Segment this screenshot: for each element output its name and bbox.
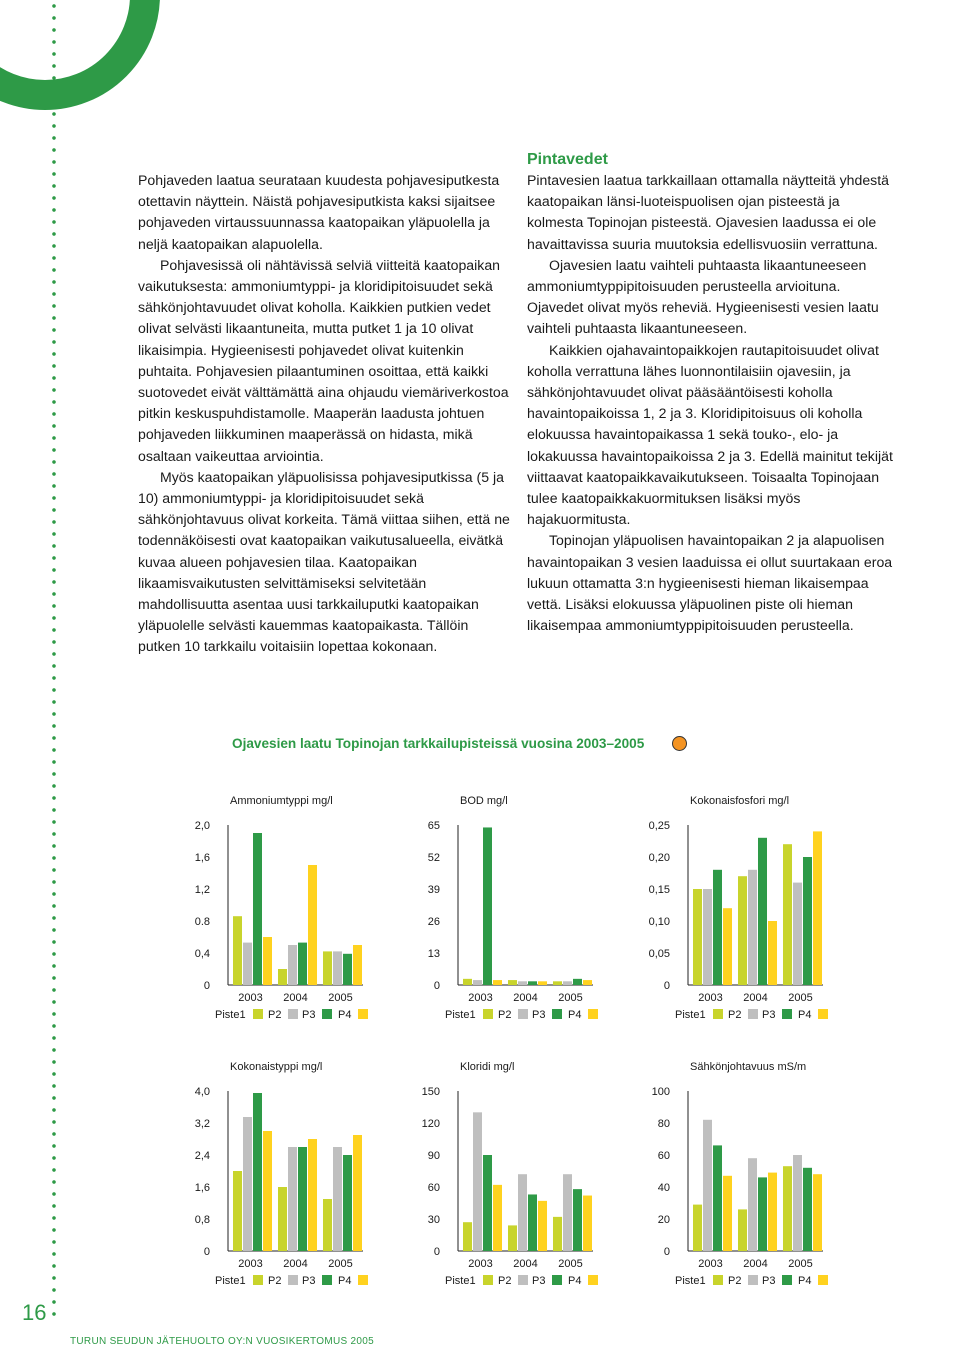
bar-piste1-2003	[233, 1171, 242, 1251]
x-tick-label: 2005	[788, 992, 813, 1004]
bar-p2-2005	[793, 883, 802, 985]
chart-svg	[410, 1056, 640, 1287]
legend-label: P4	[798, 1275, 812, 1287]
bar-p3-2003	[253, 833, 262, 985]
legend-label: P3	[532, 1009, 546, 1021]
y-tick-label: 0,4	[194, 948, 210, 960]
legend-label: P2	[498, 1275, 512, 1287]
x-tick-label: 2003	[698, 1258, 723, 1270]
legend-label: Piste1	[215, 1009, 246, 1021]
bar-p4-2003	[493, 980, 502, 985]
bar-p4-2003	[263, 937, 272, 985]
y-tick-label: 0	[663, 980, 670, 992]
y-tick-label: 3,2	[194, 1118, 210, 1130]
y-tick-label: 0,20	[648, 852, 670, 864]
bar-p3-2005	[573, 1189, 582, 1251]
legend-label: Piste1	[675, 1275, 706, 1287]
bar-piste1-2003	[463, 979, 472, 985]
bar-piste1-2004	[738, 1209, 747, 1251]
bar-p4-2005	[813, 1174, 822, 1251]
legend-label: P4	[568, 1275, 582, 1287]
bar-piste1-2003	[693, 889, 702, 985]
chart-svg	[640, 790, 870, 1021]
figure-caption: Ojavesien laatu Topinojan tarkkailupisteissä vuosina 2003–2005	[232, 736, 645, 751]
legend-swatch-p4	[818, 1275, 828, 1285]
y-tick-label: 0,8	[194, 1214, 210, 1226]
y-tick-label: 1,6	[194, 852, 210, 864]
bar-piste1-2003	[693, 1205, 702, 1251]
legend-label: Piste1	[445, 1009, 476, 1021]
bar-p2-2005	[333, 1147, 342, 1251]
y-tick-label: 20	[657, 1214, 670, 1226]
x-tick-label: 2004	[513, 1258, 538, 1270]
y-tick-label: 90	[427, 1150, 440, 1162]
bar-p2-2005	[563, 981, 572, 985]
legend-swatch-p4	[358, 1009, 368, 1019]
legend-swatch-piste1	[713, 1275, 723, 1285]
y-tick-label: 40	[657, 1182, 670, 1194]
legend-label: P3	[532, 1275, 546, 1287]
y-tick-label: 0	[433, 980, 440, 992]
bar-p4-2005	[353, 945, 362, 985]
bar-p3-2005	[573, 979, 582, 985]
chart-title: Sähkönjohtavuus mS/m	[690, 1061, 807, 1073]
page-number: 16	[22, 1300, 47, 1325]
chart-sahkonjohtavuus	[640, 1056, 870, 1287]
bar-p4-2003	[263, 1131, 272, 1251]
bar-piste1-2005	[323, 1199, 332, 1251]
left-text-column	[138, 170, 510, 658]
x-tick-label: 2004	[283, 1258, 308, 1270]
legend-swatch-p2	[288, 1275, 298, 1285]
y-tick-label: 4,0	[194, 1086, 210, 1098]
chart-title: Ammoniumtyppi mg/l	[230, 795, 333, 807]
bar-p2-2003	[703, 889, 712, 985]
bar-p3-2004	[528, 981, 537, 985]
legend-label: P2	[728, 1275, 742, 1287]
bar-p3-2004	[758, 838, 767, 985]
paragraph: Pohjavesissä oli nähtävissä selviä viitteitä kaatopaikan vaikutuksesta: ammoniumtyppi- ja kloridipitoisuudet sekä sähkönjohtavuudet olivat koholla. Kaikkien putkien vedet olivat selvästi likaantuneita, mutta putket 1 ja 10 olivat likaisimpia. Hygieenisesti pohjavedet olivat kuitenkin puhtaita. Pohjavesien pilaantuminen osoittaa, että kaikki suotovedet eivät välttämättä aina ohjaudu viemäriverkostoa pitkin keskuspuhdistamolle. Maaperän laadusta johtuen pohjaveden liikkuminen maaperässä on hidasta, mikä osaltaan vaikeuttaa arviointia.	[138, 256, 509, 464]
bar-p3-2005	[343, 1155, 352, 1251]
bar-p2-2005	[793, 1155, 802, 1251]
bar-p4-2005	[583, 1196, 592, 1251]
legend-label: P3	[762, 1009, 776, 1021]
y-tick-label: 100	[651, 1086, 670, 1098]
bar-p3-2005	[803, 857, 812, 985]
y-tick-label: 1,6	[194, 1182, 210, 1194]
chart-title: Kokonaistyppi mg/l	[230, 1061, 323, 1073]
bar-p4-2005	[353, 1135, 362, 1251]
x-tick-label: 2004	[743, 1258, 768, 1270]
y-tick-label: 52	[427, 852, 440, 864]
bar-p4-2003	[723, 908, 732, 985]
y-tick-label: 0.8	[194, 916, 210, 928]
legend-swatch-p4	[358, 1275, 368, 1285]
y-tick-label: 0,25	[648, 820, 670, 832]
y-tick-label: 120	[421, 1118, 440, 1130]
legend-label: P3	[302, 1009, 316, 1021]
bar-p2-2005	[333, 951, 342, 985]
chart-kokonaistyppi	[180, 1056, 410, 1287]
bar-p4-2004	[538, 1201, 547, 1251]
bar-p4-2004	[768, 1173, 777, 1251]
x-tick-label: 2004	[743, 992, 768, 1004]
bar-piste1-2005	[553, 1217, 562, 1251]
bar-p3-2003	[483, 1155, 492, 1251]
bar-p3-2003	[253, 1093, 262, 1251]
bar-p3-2004	[758, 1177, 767, 1251]
bar-p4-2004	[308, 1139, 317, 1251]
legend-swatch-piste1	[713, 1009, 723, 1019]
bar-piste1-2005	[553, 981, 562, 985]
chart-svg	[180, 790, 410, 1021]
legend-label: P2	[268, 1009, 282, 1021]
bar-piste1-2005	[783, 844, 792, 985]
right-text-column	[527, 150, 899, 636]
legend-label: P4	[338, 1009, 352, 1021]
bar-p2-2004	[288, 945, 297, 985]
bar-p3-2003	[713, 870, 722, 985]
legend-swatch-p3	[552, 1009, 562, 1019]
paragraph: Kaikkien ojahavaintopaikkojen rautapitoisuudet olivat koholla verrattuna lähes luonnontilaisiin ojavesiin, ja sähkönjohtavuudet olivat pääsääntöisesti koholla havaintopaikoissa 1, 2 ja 3. Kloridipitoisuus oli koholla elokuussa havaintopaikassa 1 sekä touko-, elo- ja lokakuussa havaintopaikoissa 2 ja 3. Edellä mainitut tekijät viittaavat kaatopaikkavaikutukseen. Toisaalta Topinojaan tulee kaatopaikkakuormituksen lisäksi myös hajakuormitusta.	[527, 341, 893, 528]
legend-label: P3	[302, 1275, 316, 1287]
y-tick-label: 0,10	[648, 916, 670, 928]
bar-p3-2004	[298, 943, 307, 985]
legend-swatch-p3	[552, 1275, 562, 1285]
bar-p2-2003	[473, 980, 482, 985]
y-tick-label: 2,4	[194, 1150, 210, 1162]
legend-label: P2	[498, 1009, 512, 1021]
orange-dot-icon	[672, 736, 687, 751]
chart-svg	[410, 790, 640, 1021]
legend-swatch-piste1	[253, 1009, 263, 1019]
y-tick-label: 13	[427, 948, 440, 960]
y-tick-label: 0	[663, 1246, 670, 1258]
bar-p2-2004	[518, 981, 527, 985]
chart-title: BOD mg/l	[460, 795, 508, 807]
bar-piste1-2005	[323, 951, 332, 985]
y-tick-label: 0	[203, 1246, 210, 1258]
y-tick-label: 0	[433, 1246, 440, 1258]
legend-swatch-p4	[588, 1275, 598, 1285]
bar-piste1-2003	[233, 916, 242, 985]
bar-piste1-2005	[783, 1166, 792, 1251]
legend-label: Piste1	[675, 1009, 706, 1021]
y-tick-label: 39	[427, 884, 440, 896]
x-tick-label: 2004	[283, 992, 308, 1004]
legend-swatch-p2	[518, 1275, 528, 1285]
bar-p2-2004	[748, 1158, 757, 1251]
bar-p3-2003	[713, 1145, 722, 1251]
y-tick-label: 26	[427, 916, 440, 928]
bar-piste1-2004	[508, 1225, 517, 1251]
bar-p3-2003	[483, 827, 492, 985]
y-tick-label: 1,2	[194, 884, 210, 896]
legend-swatch-p2	[748, 1275, 758, 1285]
bar-p3-2004	[528, 1194, 537, 1251]
bar-p4-2005	[813, 831, 822, 985]
legend-label: P2	[728, 1009, 742, 1021]
legend-swatch-p3	[782, 1009, 792, 1019]
legend-label: Piste1	[445, 1275, 476, 1287]
bar-p3-2005	[803, 1168, 812, 1251]
x-tick-label: 2004	[513, 992, 538, 1004]
chart-kloridi	[410, 1056, 640, 1287]
y-tick-label: 0,15	[648, 884, 670, 896]
paragraph: Topinojan yläpuolisen havaintopaikan 2 ja alapuolisen havaintopaikan 3 vesien laaduissa ei ollut suurtakaan eroa lukuun ottamatta 3:n hygieenisesti hieman likaisempaa vettä. Lisäksi elokuussa yläpuolinen piste oli hieman likaisempaa ammoniumtyppipitoisuuden perusteella.	[527, 532, 893, 634]
chart-title: Kokonaisfosfori mg/l	[690, 795, 790, 807]
chart-bod	[410, 790, 640, 1021]
bar-p4-2003	[493, 1185, 502, 1251]
footer-text: TURUN SEUDUN JÄTEHUOLTO OY:N VUOSIKERTOMUS 2005	[70, 1336, 374, 1347]
y-tick-label: 0,05	[648, 948, 670, 960]
section-title: Pintavedet	[527, 151, 608, 168]
y-tick-label: 150	[421, 1086, 440, 1098]
bar-piste1-2004	[278, 1187, 287, 1251]
bar-p2-2005	[563, 1174, 572, 1251]
x-tick-label: 2005	[558, 1258, 583, 1270]
legend-swatch-piste1	[483, 1275, 493, 1285]
bar-piste1-2004	[738, 876, 747, 985]
x-tick-label: 2005	[558, 992, 583, 1004]
bar-p4-2004	[768, 921, 777, 985]
legend-label: P4	[798, 1009, 812, 1021]
x-tick-label: 2003	[468, 992, 493, 1004]
legend-swatch-piste1	[253, 1275, 263, 1285]
bar-p2-2003	[243, 1117, 252, 1251]
chart-title: Kloridi mg/l	[460, 1061, 515, 1073]
dotted-margin-line	[52, 0, 56, 1320]
bar-p3-2004	[298, 1147, 307, 1251]
legend-label: Piste1	[215, 1275, 246, 1287]
legend-swatch-p2	[748, 1009, 758, 1019]
paragraph: Pohjaveden laatua seurataan kuudesta pohjavesiputkesta otettavin näyttein. Näistä pohjavesiputkista kaksi sijaitsee pohjaveden virtaussuunnassa kaatopaikan yläpuolella ja neljä kaatopaikan alapuolella.	[138, 172, 500, 252]
chart-svg	[180, 1056, 410, 1287]
legend-swatch-p3	[322, 1275, 332, 1285]
x-tick-label: 2003	[238, 992, 263, 1004]
bar-p2-2004	[518, 1174, 527, 1251]
bar-p2-2004	[288, 1147, 297, 1251]
legend-swatch-p2	[518, 1009, 528, 1019]
bar-p2-2003	[243, 943, 252, 985]
bar-p4-2003	[723, 1176, 732, 1251]
chart-kokonaisfosfori	[640, 790, 870, 1021]
x-tick-label: 2005	[788, 1258, 813, 1270]
bar-p4-2004	[308, 865, 317, 985]
legend-label: P3	[762, 1275, 776, 1287]
x-tick-label: 2005	[328, 1258, 353, 1270]
x-tick-label: 2003	[698, 992, 723, 1004]
bar-piste1-2003	[463, 1222, 472, 1251]
y-tick-label: 65	[427, 820, 440, 832]
x-tick-label: 2003	[468, 1258, 493, 1270]
y-tick-label: 2,0	[194, 820, 210, 832]
y-tick-label: 30	[427, 1214, 440, 1226]
bar-p4-2004	[538, 981, 547, 985]
legend-label: P2	[268, 1275, 282, 1287]
bar-p2-2003	[473, 1112, 482, 1251]
paragraph: Pintavesien laatua tarkkaillaan ottamalla näytteitä yhdestä kaatopaikan länsi-luoteispuolisen ojan pisteestä ja kolmesta Topinojan pisteestä. Ojavesien laadussa ei ole havaittavissa suuria muutoksia edellisvuosiin verrattuna.	[527, 172, 889, 252]
y-tick-label: 60	[427, 1182, 440, 1194]
legend-swatch-p4	[588, 1009, 598, 1019]
bar-piste1-2004	[508, 980, 517, 985]
decorative-arc	[0, 0, 160, 110]
x-tick-label: 2003	[238, 1258, 263, 1270]
bar-p3-2005	[343, 954, 352, 985]
bar-p2-2003	[703, 1120, 712, 1251]
legend-swatch-p3	[322, 1009, 332, 1019]
legend-swatch-p2	[288, 1009, 298, 1019]
legend-swatch-p3	[782, 1275, 792, 1285]
bar-p2-2004	[748, 870, 757, 985]
legend-label: P4	[568, 1009, 582, 1021]
legend-swatch-p4	[818, 1009, 828, 1019]
legend-swatch-piste1	[483, 1009, 493, 1019]
x-tick-label: 2005	[328, 992, 353, 1004]
paragraph: Myös kaatopaikan yläpuolisissa pohjavesiputkissa (5 ja 10) ammoniumtyppi- ja kloridipitoisuudet sekä sähkönjohtavuus olivat korkeita. Tämä viittaa siihen, että ne todennäköisesti ovat kaatopaikan vaikutusalueella, eivätkä kuvaa alueen pohjavesien tilaa. Kaatopaikan likaamisvaikutusten selvittämiseksi selvitetään mahdollisuutta asentaa uusi tarkkailuputki kaatopaikan yläpuolelle selvästi kauemmas kaatopaikasta. Tällöin putken 10 tarkkailu voitaisiin lopettaa kokonaan.	[138, 468, 510, 655]
legend-label: P4	[338, 1275, 352, 1287]
y-tick-label: 0	[203, 980, 210, 992]
chart-svg	[640, 1056, 870, 1287]
y-tick-label: 60	[657, 1150, 670, 1162]
bar-p4-2005	[583, 980, 592, 985]
bar-piste1-2004	[278, 969, 287, 985]
paragraph: Ojavesien laatu vaihteli puhtaasta likaantuneeseen ammoniumtyppipitoisuuden perusteella arvioituna. Ojavedet olivat myös reheviä. Hygieenisesti vesien laatu vaihteli puhtaasta likaantuneeseen.	[527, 256, 879, 337]
chart-ammoniumtyppi	[180, 790, 410, 1021]
y-tick-label: 80	[657, 1118, 670, 1130]
